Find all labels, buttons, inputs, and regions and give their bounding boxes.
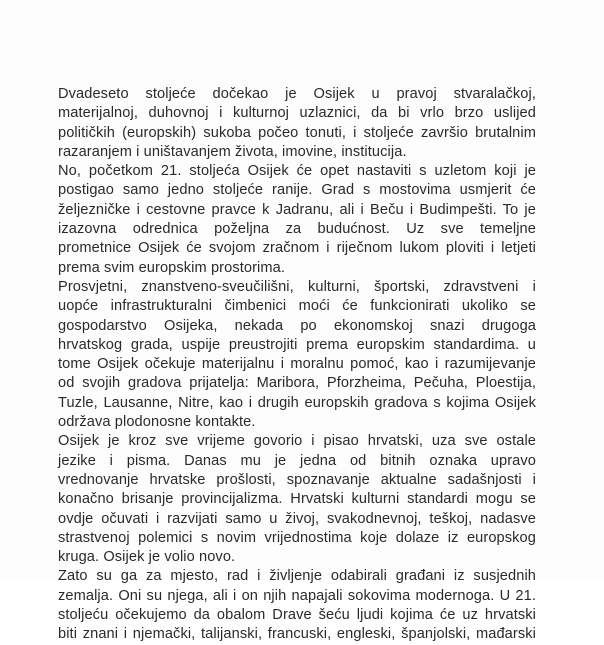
text-line: održava plodonosne kontakte.: [58, 414, 256, 431]
text-line: gospodarstvo Osijeka, nekada po ekonomskoj snazi drugoga: [58, 317, 536, 334]
text-line: uopće infrastrukturalni čimbenici moći će funkcionirati ukoliko se: [58, 298, 536, 315]
text-line: zemalja. Oni su njega, ali i on njih napajali sokovima modernoga. U 21.: [58, 587, 536, 604]
text-line: jezike i pisma. Danas mu je jedna od bitnih oznaka upravo: [58, 452, 536, 469]
text-line: Dvadeseto stoljeće dočekao je Osijek u pravoj stvaralačkoj,: [58, 86, 536, 102]
text-line: od svojih gradova prijatelja: Maribora, Pforzheima, Pečuha, Ploestija,: [58, 375, 536, 392]
paragraph: [58, 432, 536, 567]
text-line: No, početkom 21. stoljeća Osijek će opet nastaviti s uzletom koji je: [58, 163, 536, 180]
text-line: željezničke i cestovne pravce k Jadranu, ali i Beču i Budimpešti. To je: [58, 201, 536, 218]
text-line: strastvenoj polemici s novim vrijednostima koje dolaze iz europskog: [58, 529, 536, 546]
text-line: političkih (europskih) sukoba počeo tonuti, i stoljeće završio brutalnim: [58, 124, 536, 141]
text-line: kruga. Osijek je volio novo.: [58, 549, 236, 566]
text-line: hrvatskog grada, uspije preustrojiti prema europskim standardima. u: [58, 336, 536, 353]
paragraph: [58, 162, 536, 278]
text-line: postigao samo jedno stoljeće ranije. Grad s mostovima usmjerit će: [58, 182, 536, 199]
text-line: Tuzle, Lausanne, Nitre, kao i drugih europskih gradova s kojima Osijek: [58, 394, 536, 411]
text-line: konačno brisanje provincijalizma. Hrvatski kulturni standardi mogu se: [58, 491, 536, 508]
document-body: [58, 85, 536, 645]
text-line: tome Osijek očekuje materijalnu i moralnu pomoć, kao i razumijevanje: [58, 356, 536, 373]
text-line: biti znani i njemački, talijanski, francuski, engleski, španjolski, mađarski: [58, 626, 536, 643]
text-line: prometnice Osijek će svojom zračnom i riječnom lukom ploviti i letjeti: [58, 240, 536, 257]
paragraph: [58, 567, 536, 644]
text-line: prema svim europskim prostorima.: [58, 259, 286, 276]
text-line: Osijek je kroz sve vrijeme govorio i pisao hrvatski, uza sve ostale: [58, 433, 536, 450]
text-line: materijalnoj, duhovnoj i kulturnoj uzlaznici, da bi vrlo brzo uslijed: [58, 105, 536, 122]
paragraph: [58, 85, 536, 162]
text-line: stoljeću očekujemo da obalom Drave šeću ljudi kojima će uz hrvatski: [58, 607, 536, 624]
text-line: Prosvjetni, znanstveno-sveučilišni, kulturni, športski, zdravstveni i: [58, 278, 536, 295]
text-line: ovdje očuvati i razvijati samo u živoj, svakodnevnoj, teškoj, nadasve: [58, 510, 536, 527]
text-line: izazovna odrednica poželjna za budućnost. Uz sve temeljne: [58, 221, 536, 238]
text-line: Zato su ga za mjesto, rad i življenje odabirali građani iz susjednih: [58, 568, 536, 585]
text-line: razaranjem i uništavanjem života, imovine, institucija.: [58, 143, 407, 160]
text-line: vrednovanje hrvatske prošlosti, spoznavanje aktualne sadašnjosti i: [58, 471, 536, 488]
paragraph: [58, 278, 536, 432]
